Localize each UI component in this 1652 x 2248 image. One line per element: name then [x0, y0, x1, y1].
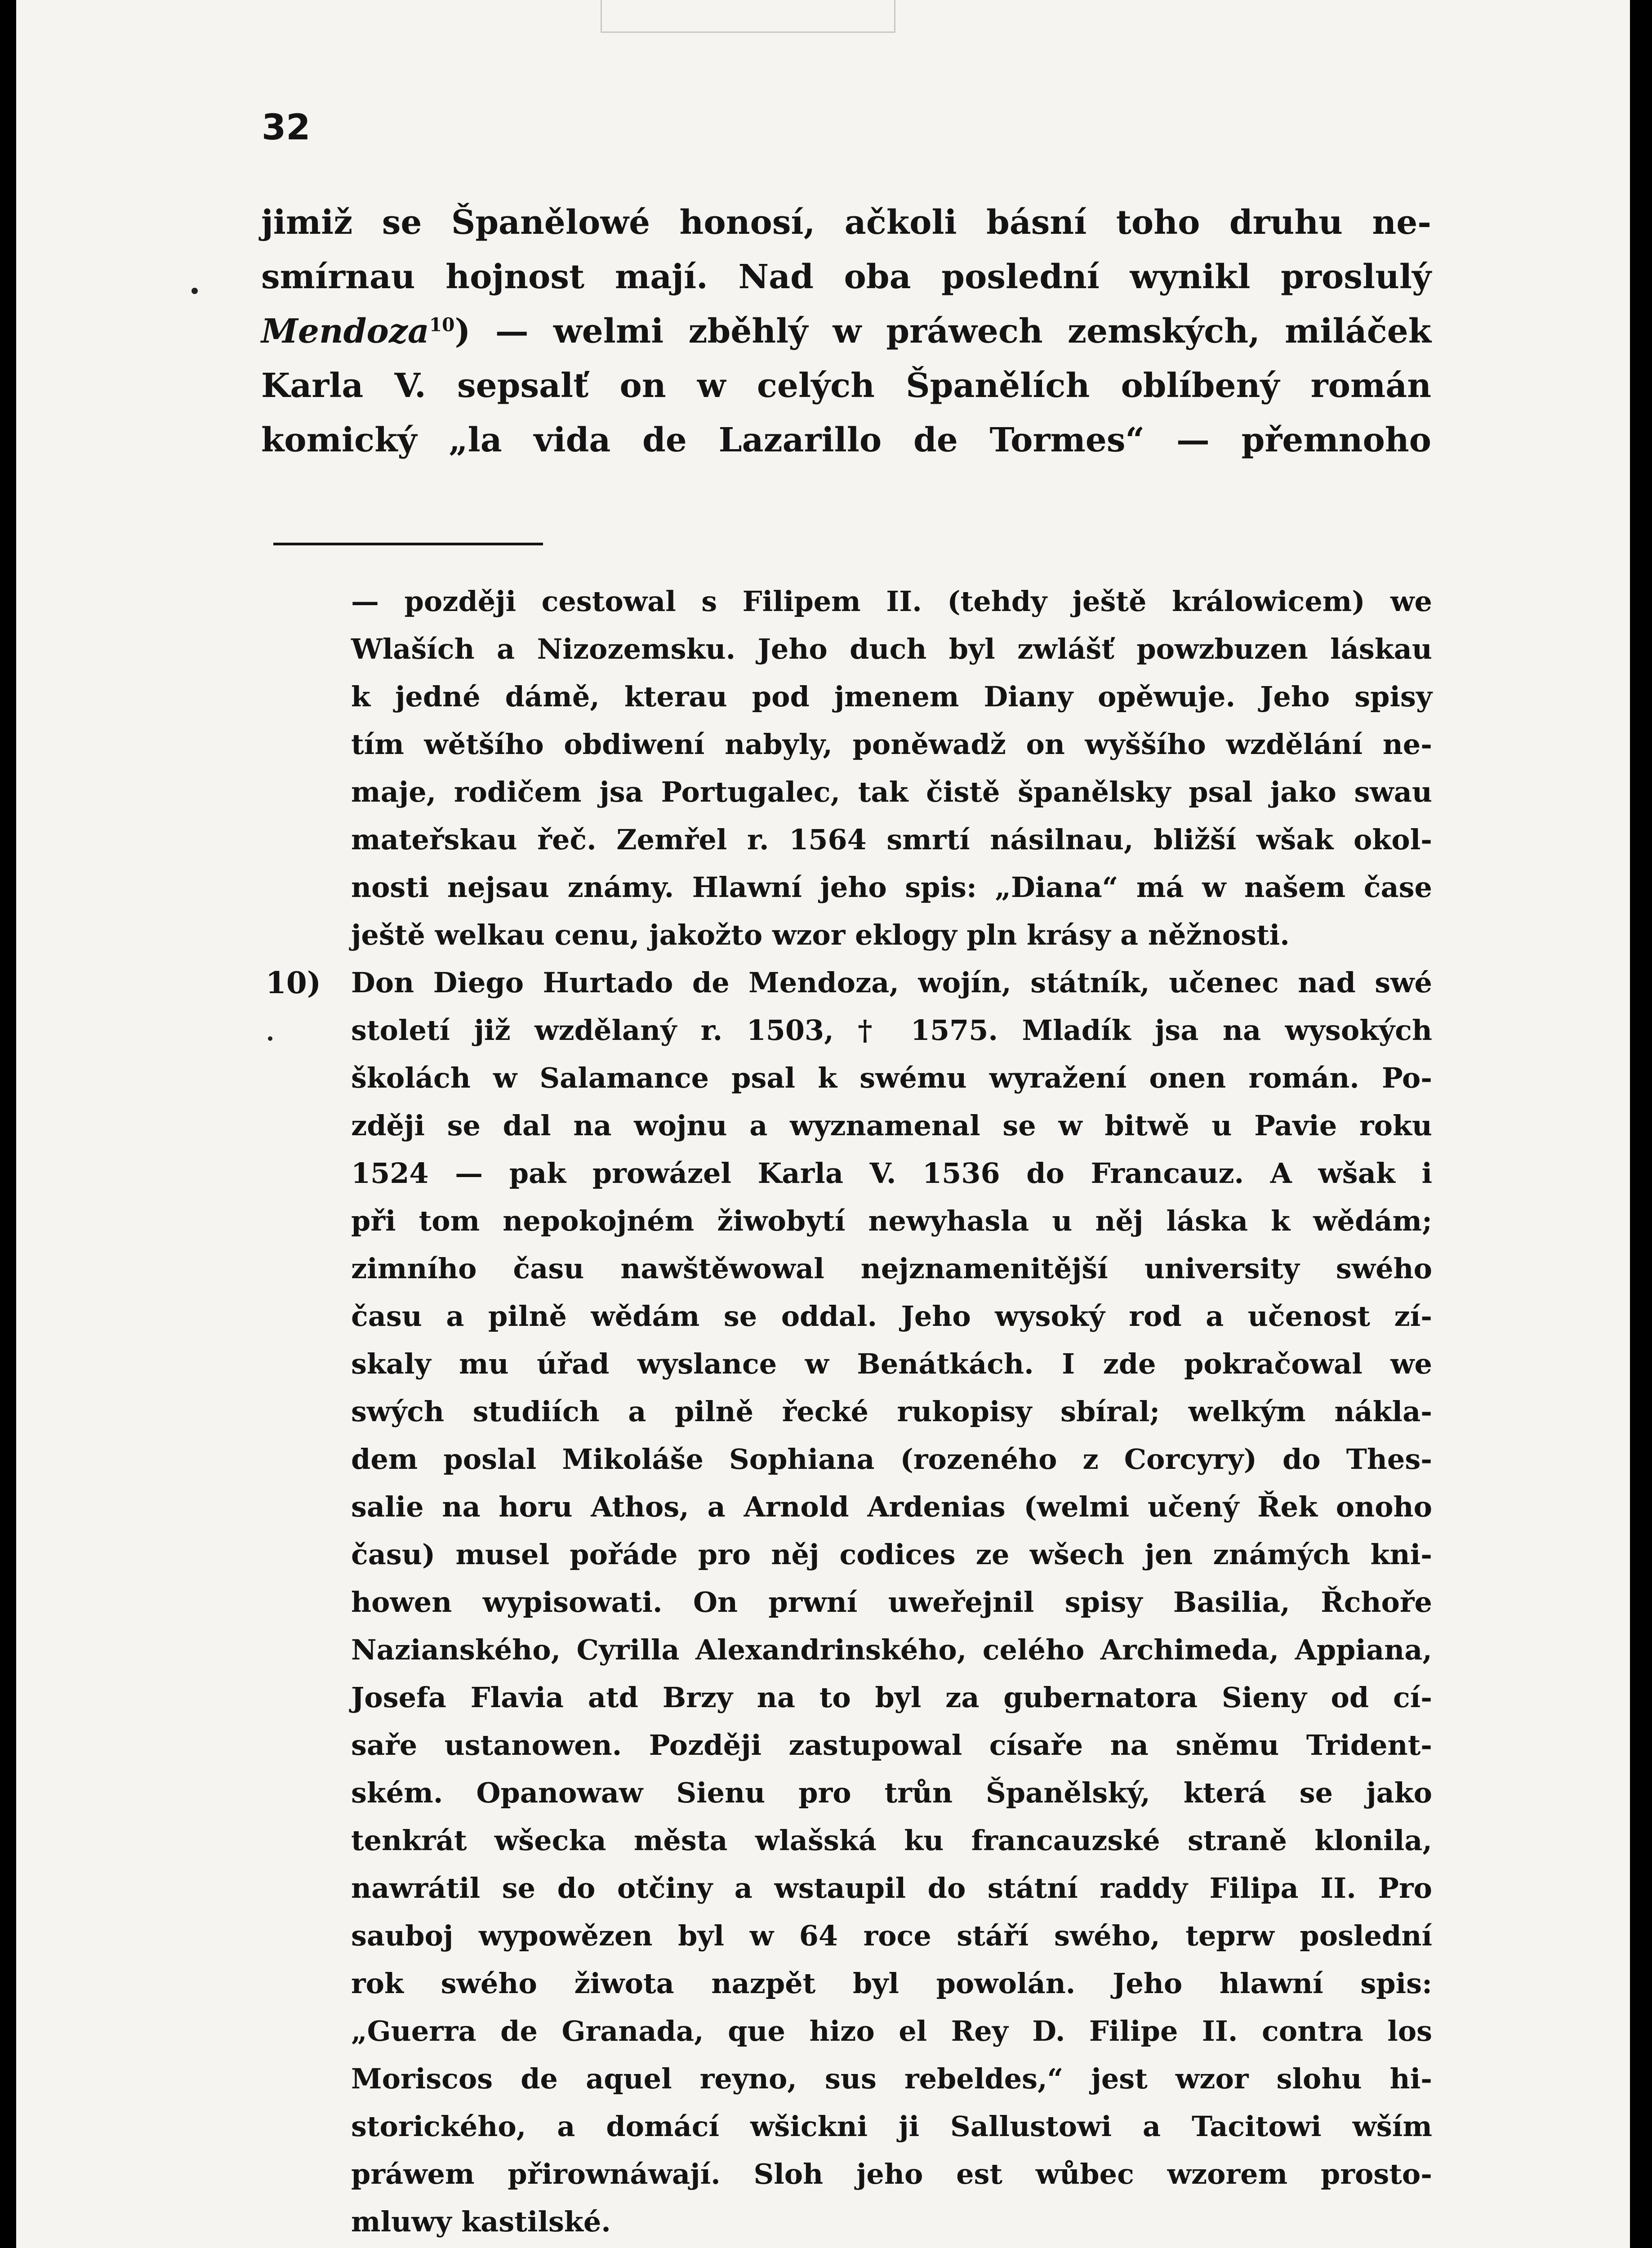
footnote-line: času) musel pořáde pro něj codices ze wšech jen známých kni- [351, 1538, 1432, 1571]
footnote-line: Nazianského, Cyrilla Alexandrinského, celého Archimeda, Appiana, [351, 1633, 1432, 1666]
footnote-separator [273, 543, 543, 545]
footnote-line: století již wzdělaný r. 1503, † 1575. Mladík jsa na wysokých [351, 1014, 1432, 1047]
footnote-body [351, 578, 1432, 959]
footnote-ref: 10 [429, 314, 455, 336]
footnote-line: 1524 — pak prowázel Karla V. 1536 do Francauz. A wšak i [351, 1157, 1432, 1190]
ink-speck [268, 1036, 272, 1041]
footnote-line: Wlaších a Nizozemsku. Jeho duch byl zwlášť powzbuzen láskau [351, 633, 1432, 665]
mendoza-name: Mendoza [261, 312, 429, 351]
footnote-line: času a pilně wědám se oddal. Jeho wysoký rod a učenost zí- [351, 1300, 1432, 1333]
footnote-line: ještě welkau cenu, jakožto wzor eklogy pln krásy a něžnosti. [351, 919, 1290, 951]
footnote-line: rok swého žiwota nazpět byl powolán. Jeho hlawní spis: [351, 1967, 1432, 2000]
footnote-line: zději se dal na wojnu a wyznamenal se w bitwě u Pavie roku [351, 1109, 1432, 1142]
footnote-line: při tom nepokojném žiwobytí newyhasla u něj láska k wědám; [351, 1204, 1432, 1237]
footnote-line: Don Diego Hurtado de Mendoza, wojín, státník, učenec nad swé [351, 966, 1432, 999]
page-edge-mark [601, 0, 895, 33]
footnote-line: tenkrát wšecka města wlašská ku francauzské straně klonila, [351, 1824, 1432, 1857]
mendoza-after: ) — welmi [454, 312, 664, 351]
footnote-10 [266, 959, 1432, 2246]
main-text [261, 196, 1431, 468]
footnote-line: mluwy kastilské. [351, 2205, 611, 2238]
footnote-line: ském. Opanowaw Sienu pro trůn Španělský, která se jako [351, 1776, 1432, 1809]
footnote-line: swých studiích a pilně řecké rukopisy sbíral; welkým nákla- [351, 1395, 1432, 1428]
footnote-line: školách w Salamance psal k swému wyražení onen román. Po- [351, 1062, 1432, 1094]
footnote-line: dem poslal Mikoláše Sophiana (rozeného z Corcyry) do Thes- [351, 1443, 1432, 1476]
ink-speck [191, 288, 198, 294]
footnote-continuation [266, 578, 1432, 959]
footnote-line: — později cestowal s Filipem II. (tehdy ještě králowicem) we [351, 585, 1432, 618]
page-number: 32 [262, 107, 311, 148]
footnote-line: Josefa Flavia atd Brzy na to byl za gubernatora Sieny od cí- [351, 1681, 1432, 1714]
footnote-line: Moriscos de aquel reyno, sus rebeldes,“ jest wzor slohu hi- [351, 2062, 1432, 2095]
footnote-line: k jedné dámě, kterau pod jmenem Diany opěwuje. Jeho spisy [351, 680, 1432, 713]
footnote-line: sauboj wypowězen byl w 64 roce stáří swého, teprw poslední [351, 1919, 1432, 1952]
footnote-line: „Guerra de Granada, que hizo el Rey D. Filipe II. contra los [351, 2015, 1432, 2047]
footnote-line: saře ustanowen. Později zastupowal císaře na sněmu Trident- [351, 1729, 1432, 1762]
main-line: jimiž se Španělowé honosí, ačkoli básní toho druhu ne- [261, 203, 1431, 242]
footnote-line: nawrátil se do otčiny a wstaupil do státní raddy Filipa II. Pro [351, 1872, 1432, 1905]
footnote-line: tím wětšího obdiwení nabyly, poněwadž on wyššího wzdělání ne- [351, 728, 1432, 761]
main-line-mendoza [261, 304, 1431, 359]
footnote-line: práwem přirownáwají. Sloh jeho est wůbec wzorem prosto- [351, 2158, 1432, 2190]
footnote-line: storického, a domácí wšickni ji Sallustowi a Tacitowi wším [351, 2110, 1432, 2143]
footnote-line: salie na horu Athos, a Arnold Ardenias (welmi učený Řek onoho [351, 1490, 1432, 1523]
footnote-line: maje, rodičem jsa Portugalec, tak čistě španělsky psal jako swau [351, 776, 1432, 808]
footnote-line: howen wypisowati. On prwní uweřejnil spisy Basilia, Řchoře [351, 1586, 1432, 1619]
footnote-line: nosti nejsau známy. Hlawní jeho spis: „Diana“ má w našem čase [351, 871, 1432, 904]
footnotes [266, 578, 1432, 2246]
main-line-rest: zběhlý w práwech zemských, miláček [688, 312, 1432, 351]
footnote-line: zimního času nawštěwowal nejznamenitější university swého [351, 1252, 1432, 1285]
footnote-line: skaly mu úřad wyslance w Benátkách. I zde pokračowal we [351, 1347, 1432, 1380]
footnote-marker: 10) [266, 965, 321, 1000]
main-line: Karla V. sepsalť on w celých Španělích oblíbený román [261, 366, 1431, 405]
main-line: komický „la vida de Lazarillo de Tormes“ — přemnoho [261, 421, 1431, 459]
book-page [16, 0, 1630, 2248]
footnote-body [351, 959, 1432, 2246]
footnote-line: mateřskau řeč. Zemřel r. 1564 smrtí násilnau, bližší wšak okol- [351, 823, 1432, 856]
main-line: smírnau hojnost mají. Nad oba poslední wynikl proslulý [261, 258, 1431, 296]
